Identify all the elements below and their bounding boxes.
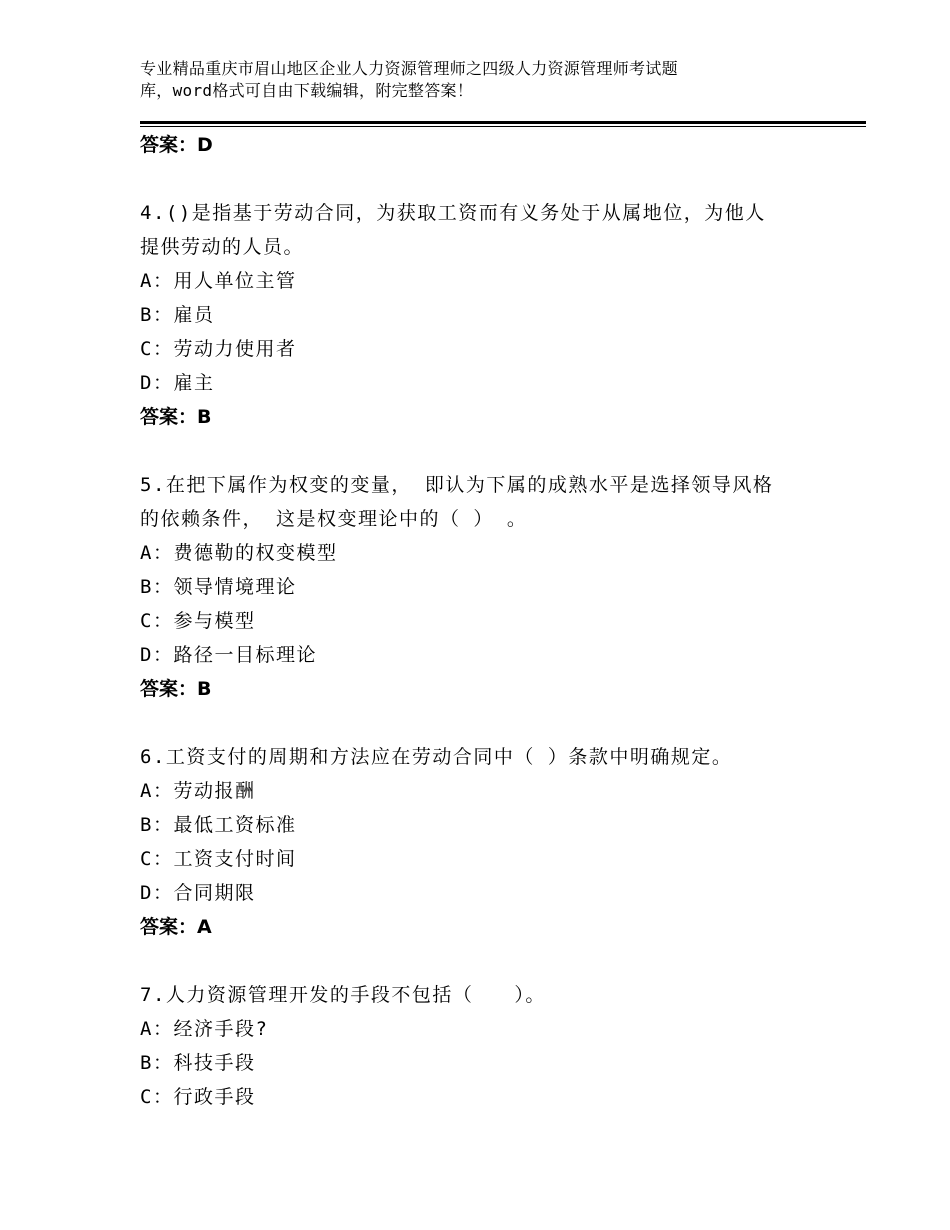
- question-7: [140, 978, 820, 1114]
- question-stem: 5.在把下属作为权变的变量， 即认为下属的成熟水平是选择领导风格: [140, 474, 774, 496]
- option-d: D：路径一目标理论: [140, 644, 317, 666]
- option-c: C：行政手段: [140, 1086, 256, 1108]
- option-d: D：合同期限: [140, 882, 256, 904]
- option-b: B：最低工资标准: [140, 814, 297, 836]
- question-6: [140, 740, 820, 944]
- document-header: [140, 58, 780, 102]
- answer: 答案：A: [140, 916, 212, 938]
- spacer: [140, 162, 820, 196]
- answer: 答案：B: [140, 406, 212, 428]
- previous-answer: 答案：D: [140, 134, 213, 156]
- question-5: [140, 468, 820, 706]
- question-stem-continued: 提供劳动的人员。: [140, 236, 305, 258]
- question-stem: 7.人力资源管理开发的手段不包括（ ）。: [140, 984, 546, 1006]
- answer: 答案：B: [140, 678, 212, 700]
- option-c: C：工资支付时间: [140, 848, 297, 870]
- document-body: [140, 128, 820, 1114]
- option-b: B：雇员: [140, 304, 215, 326]
- question-4: [140, 196, 820, 434]
- question-stem-continued: 的依赖条件， 这是权变理论中的（ ） 。: [140, 508, 528, 530]
- option-c: C：参与模型: [140, 610, 256, 632]
- option-c: C：劳动力使用者: [140, 338, 297, 360]
- option-d: D：雇主: [140, 372, 215, 394]
- option-b: B：领导情境理论: [140, 576, 297, 598]
- question-stem: 4.()是指基于劳动合同，为获取工资而有义务处于从属地位，为他人: [140, 202, 766, 224]
- spacer: [140, 434, 820, 468]
- header-rule-thin: [140, 126, 866, 127]
- spacer: [140, 706, 820, 740]
- option-a: A：经济手段?: [140, 1018, 269, 1040]
- header-rule-thick: [140, 121, 866, 124]
- question-stem: 6.工资支付的周期和方法应在劳动合同中（ ）条款中明确规定。: [140, 746, 733, 768]
- header-line-2: 库，word格式可自由下载编辑，附完整答案！: [140, 81, 474, 100]
- spacer: [140, 944, 820, 978]
- option-a: A：用人单位主管: [140, 270, 297, 292]
- option-a: A：劳动报酬: [140, 780, 256, 802]
- option-b: B：科技手段: [140, 1052, 256, 1074]
- option-a: A：费德勒的权变模型: [140, 542, 338, 564]
- header-line-1: 专业精品重庆市眉山地区企业人力资源管理师之四级人力资源管理师考试题: [140, 59, 678, 78]
